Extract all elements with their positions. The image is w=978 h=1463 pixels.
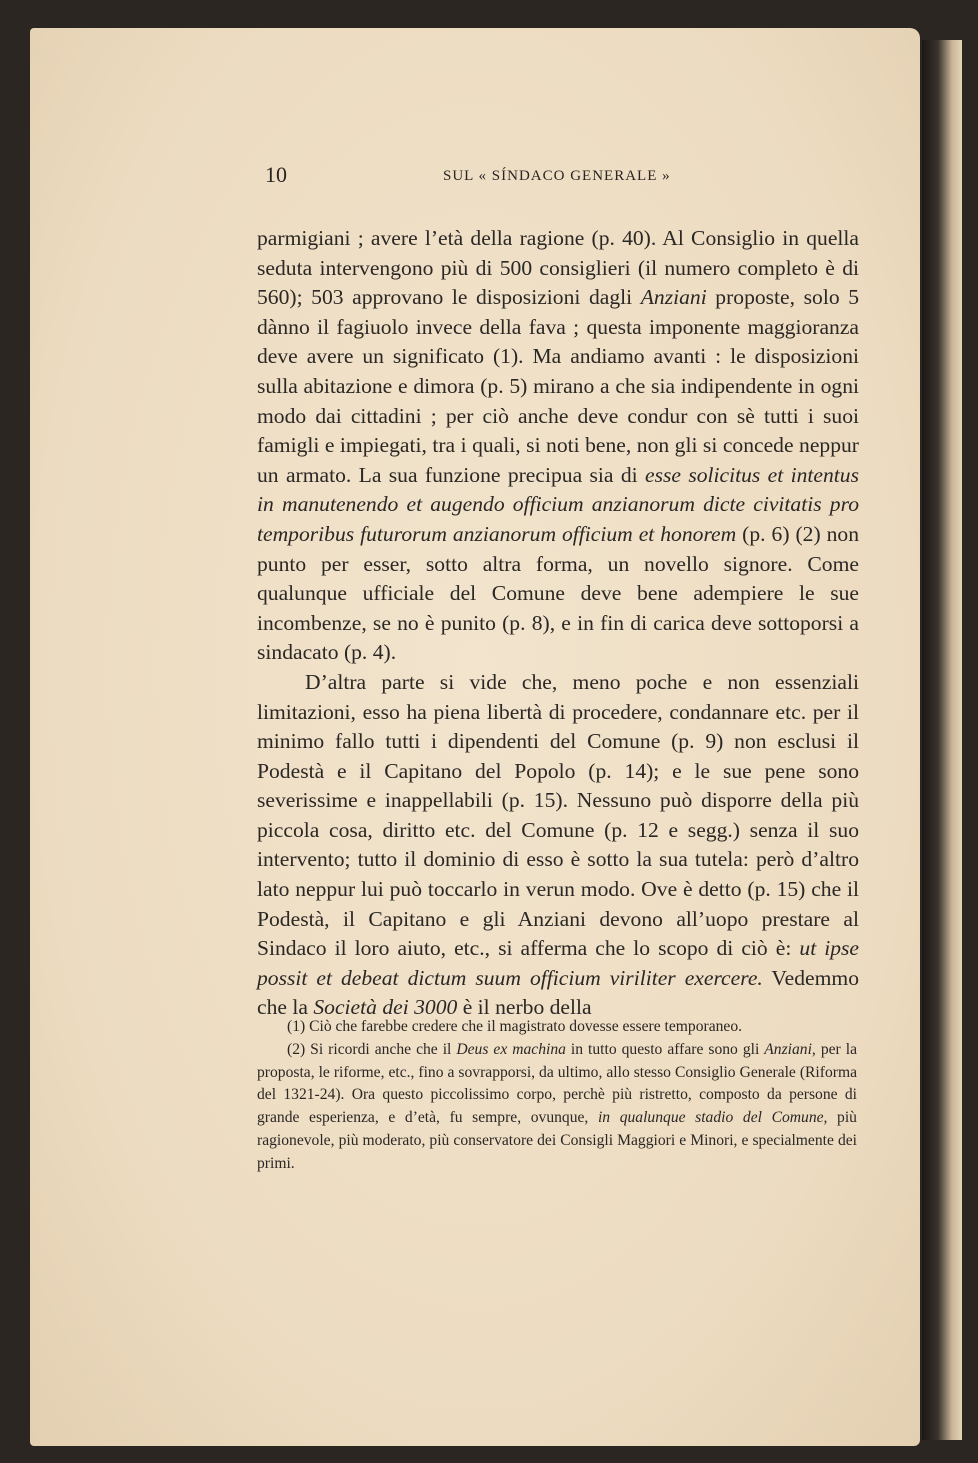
italic-text: ut ipse possit et debeat dictum suum officium viriliter exercere. — [257, 936, 860, 990]
text-run: proposte, solo 5 dànno il fagiuolo invece della fava ; questa imponente maggioranza deve avere un significato (1). Ma andiamo avanti : le disposizioni sulla abitazione e dimora (p. 5) mirano a che sia indipendente in ogni modo dai cittadini ; per ciò anche deve condur con sè tutti i suoi famigli e impiegati, tra i quali, si noti bene, non gli si concede neppur un armato. La sua funzione precipua sia di — [257, 285, 859, 487]
page-number: 10 — [265, 162, 287, 187]
text-run: più ragionevole, più moderato, più conservatore dei Consigli Maggiori e Minori, e specialmente dei primi. — [257, 1109, 857, 1172]
italic-text: esse solicitus et intentus in manutenendo et augendo officium anzianorum dicte civitatis pro temporibus futurorum anzianorum officium et honorem — [257, 462, 859, 546]
paragraph — [257, 668, 859, 1023]
italic-text: Anziani — [640, 285, 707, 310]
italic-text: Deus ex machina — [456, 1040, 566, 1058]
footnote-2 — [257, 1039, 857, 1176]
text-run: (p. 6) (2) non punto per esser, sotto altra forma, un novello signore. Come qualunque ufficiale del Comune deve bene adempiere le sue incombenze, se no è punito (p. 8), e in fin di carica deve sottoporsi a sindacato (p. 4). — [257, 521, 859, 665]
text-run: per la proposta, le riforme, etc., fino a sovrapporsi, da ultimo, allo stesso Consiglio Generale (Riforma del 1321-24). Ora questo piccolissimo corpo, perchè più ristretto, composto da persone di grande esperienza, e d’età, fu sempre, ovunque, — [257, 1040, 857, 1127]
page-header — [265, 162, 865, 192]
text-run: D’altra parte si vide che, meno poche e non essenziali limitazioni, esso ha piena libertà di procedere, condannare etc. per il minimo fallo tutti i dipendenti del Comune (p. 9) non esclusi il Podestà e il Capitano del Popolo (p. 14); e le sue pene sono severissime e inappellabili (p. 15). Nessuno può disporre della più piccola cosa, diritto etc. del Comune (p. 12 e segg.) senza il suo intervento; tutto il dominio di esso è sotto la sua tutela: però d’altro lato neppur lui può toccarlo in verun modo. Ove è detto (p. 15) che il Podestà, il Capitano e gli Anziani devono all’uopo prestare al Sindaco il loro aiuto, etc., si afferma che lo scopo di ciò è: — [257, 669, 859, 961]
italic-text: Società dei 3000 — [313, 995, 458, 1020]
text-run: (2) Si ricordi anche che il — [287, 1040, 457, 1058]
text-run: parmigiani ; avere l’età della ragione (p. 40). Al Consiglio in quella seduta intervengono più di 500 consiglieri (il numero completo è di 560); 503 approvano le disposizioni dagli — [257, 226, 859, 310]
footnote-1 — [257, 1016, 857, 1039]
running-title: SUL « SÍNDACO GENERALE » — [443, 168, 671, 184]
adjacent-page-edge — [922, 40, 962, 1440]
italic-text: in qualunque stadio del Comune, — [597, 1109, 828, 1127]
text-run: in tutto questo affare sono gli — [565, 1040, 765, 1058]
paragraph — [257, 224, 859, 668]
italic-text: Anziani, — [764, 1040, 816, 1058]
text-run: Vedemmo che la — [257, 965, 859, 1020]
text-run: (1) Ciò che farebbe credere che il magistrato dovesse essere temporaneo. — [287, 1018, 743, 1035]
text-run: è il nerbo della — [457, 995, 592, 1020]
main-text — [257, 224, 859, 1023]
footnotes — [257, 1016, 857, 1176]
